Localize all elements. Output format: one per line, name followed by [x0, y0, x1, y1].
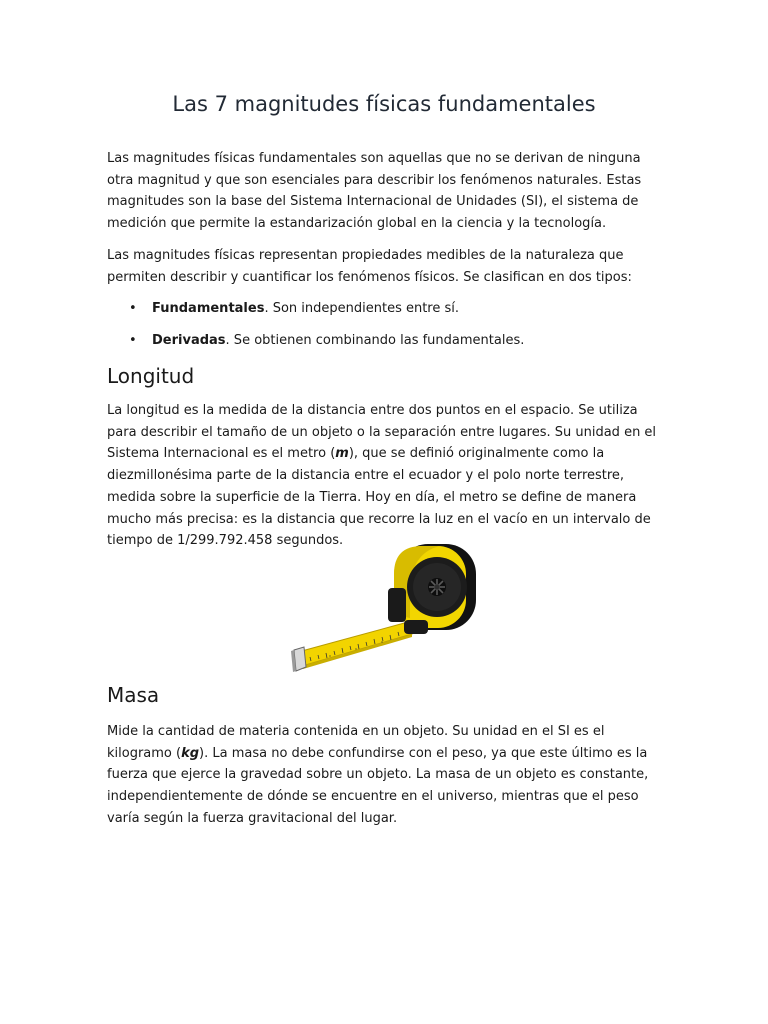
intro-paragraph: Las magnitudes físicas fundamentales son aquellas que no se derivan de ninguna otra magnitud y que son esenciales para describir los fenómenos naturales. Estas magnitudes son la base del Sistema Internacional de Unidades (SI), el sistema de medición que permite la estandarización global en la ciencia y la tecnología.	[107, 151, 642, 232]
longitud-paragraph	[107, 400, 667, 552]
longitud-text-end: ), que se definió originalmente como la diezmillonésima parte de la distancia entre el ecuador y el polo norte terrestre, medida sobre la superficie de la Tierra. Hoy en día, el metro se define de manera mucho más precisa: es la distancia que recorre la luz en el vacío en un intervalo de tiempo de 1/299.792.458 segundos.	[107, 446, 651, 549]
type-description: . Son independientes entre sí.	[264, 301, 460, 316]
type-term: Fundamentales	[152, 301, 265, 316]
section-heading-masa: Masa	[107, 683, 160, 707]
masa-text-start: Mide la cantidad de materia contenida en un objeto. Su unidad en el SI es el kilogramo (	[107, 724, 605, 761]
longitud-text-start: La longitud es la medida de la distancia entre dos puntos en el espacio. Se utiliza para describir el tamaño de un objeto o la separación entre lugares. Su unidad en el Sistema Internacional es el metro (	[107, 403, 657, 462]
type-description: . Se obtienen combinando las fundamentales.	[225, 333, 525, 348]
type-term: Derivadas	[152, 333, 226, 348]
masa-paragraph	[107, 721, 667, 830]
bullet-icon: •	[129, 301, 137, 316]
list-item	[107, 298, 647, 330]
magnitude-types-list	[107, 298, 647, 362]
tape-measure-image	[290, 538, 480, 678]
section-heading-longitud: Longitud	[107, 364, 195, 388]
tape-case	[388, 544, 476, 634]
tape-hook	[291, 647, 306, 672]
unit-symbol-metre: m	[335, 446, 349, 462]
tape-blade	[298, 622, 412, 669]
intro-paragraph-types: Las magnitudes físicas representan propiedades medibles de la naturaleza que permiten describir y cuantificar los fenómenos físicos. Se clasifican en dos tipos:	[107, 248, 632, 285]
masa-text-end: ). La masa no debe confundirse con el peso, ya que este último es la fuerza que ejerce la gravedad sobre un objeto. La masa de un objeto es constante, independientemente de dónde se encuentre en el universo, mientras que el peso varía según la fuerza gravitacional del lugar.	[107, 745, 649, 826]
bullet-icon: •	[129, 333, 137, 348]
unit-symbol-kilogram: kg	[181, 745, 200, 761]
list-item	[107, 330, 647, 362]
page-title: Las 7 magnitudes físicas fundamentales	[172, 92, 596, 116]
